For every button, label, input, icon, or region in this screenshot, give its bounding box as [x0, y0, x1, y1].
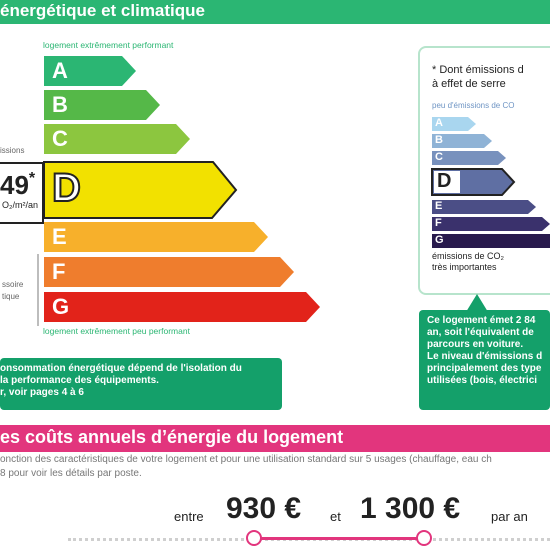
costs-description-1: onction des caractéristiques de votre logement et pour une utilisation standard sur 5 usages (chauffage, eau ch	[0, 454, 492, 465]
energy-note-line: onsommation énergétique dépend de l'isolation du	[0, 363, 242, 374]
energy-left-label-3: tique	[2, 292, 20, 301]
energy-value: 49*	[0, 170, 36, 200]
energy-bar-label-G: G	[52, 294, 70, 319]
ges-bar-label-E: E	[435, 200, 443, 212]
energy-bar-label-F: F	[52, 259, 66, 284]
ges-note-line: principalement des type	[427, 363, 542, 374]
energy-scale	[0, 54, 320, 329]
energy-bottom-caption: logement extrêmement peu performant	[43, 326, 190, 336]
ges-heading-2: à effet de serre	[432, 78, 506, 90]
ges-bar-label-F: F	[435, 217, 442, 229]
ges-note-pointer	[462, 292, 492, 312]
ges-note-box	[419, 310, 550, 410]
ges-note-line: Le niveau d'émissions d	[427, 351, 543, 362]
ges-note-line: an, soit l'équivalent de	[427, 327, 534, 338]
energy-note-box	[0, 358, 282, 410]
ges-note-line: utilisées (bois, électrici	[427, 375, 538, 386]
energy-top-caption: logement extrêmement performant	[43, 40, 174, 50]
ges-top-caption: peu d'émissions de CO	[432, 101, 515, 110]
cost-low-value: 930 €	[226, 492, 302, 525]
cost-range-min-marker	[246, 530, 262, 546]
energy-left-label-2: ssoire	[2, 280, 24, 289]
energy-note-line: r, voir pages 4 à 6	[0, 387, 84, 398]
ges-bar-label-D: D	[437, 170, 452, 192]
section-title: es coûts annuels d’énergie du logement	[0, 427, 344, 447]
ges-bottom-caption-1: émissions de CO₂	[432, 251, 505, 261]
ges-bar-F	[432, 217, 550, 231]
section-header-energy	[0, 0, 550, 24]
ges-bar-C	[432, 151, 506, 165]
ges-bar-E	[432, 200, 536, 214]
cost-range-max-marker	[416, 530, 432, 546]
cost-entre-label: entre	[174, 509, 204, 524]
energy-unit: O₂/m²/an	[2, 200, 38, 210]
ges-bar-label-G: G	[435, 234, 444, 246]
ges-bar-label-A: A	[435, 117, 443, 129]
ges-note-line: Ce logement émet 2 84	[427, 315, 536, 326]
energy-note-line: la performance des équipements.	[0, 375, 159, 386]
energy-bar-E	[44, 222, 268, 252]
energy-bar-label-D: D	[52, 166, 81, 210]
cost-et-label: et	[330, 509, 341, 524]
ges-bar-label-C: C	[435, 151, 443, 163]
cost-high-value: 1 300 €	[360, 492, 461, 525]
energy-bar-label-C: C	[52, 126, 68, 151]
ges-bottom-caption-2: très importantes	[432, 262, 497, 272]
ges-bar-G	[432, 234, 550, 248]
energy-bar-F	[44, 257, 294, 287]
cost-per-year-label: par an	[491, 509, 528, 524]
energy-bar-G	[44, 292, 320, 322]
energy-bar-label-B: B	[52, 92, 68, 117]
ges-heading-1: * Dont émissions d	[432, 64, 524, 76]
ges-note-line: parcours en voiture.	[427, 339, 524, 350]
energy-bar-label-E: E	[52, 224, 67, 249]
ges-bar-label-B: B	[435, 134, 443, 146]
energy-bar-label-A: A	[52, 58, 68, 83]
section-header-costs	[0, 425, 550, 452]
section-title: énergétique et climatique	[0, 1, 205, 20]
cost-range-fill	[255, 537, 423, 540]
energy-left-label: issions	[0, 146, 25, 155]
costs-description-2: 8 pour voir les détails par poste.	[0, 468, 142, 479]
